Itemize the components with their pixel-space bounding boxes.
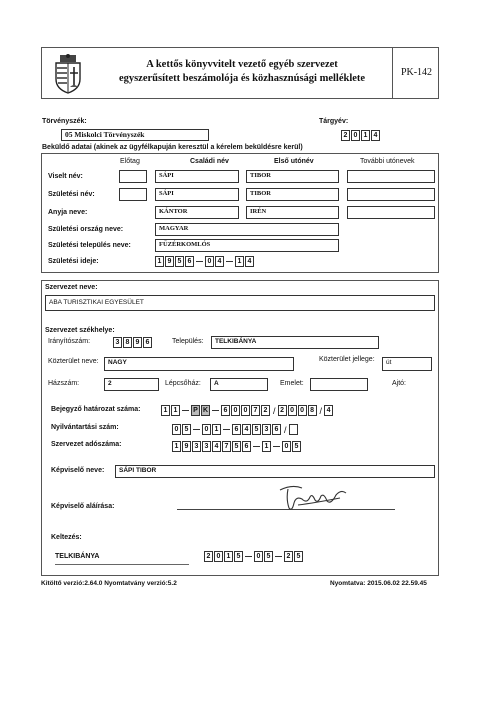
digit-cell[interactable]: 5: [175, 256, 184, 267]
dash-separator: [273, 446, 280, 447]
digit-cell[interactable]: 1: [262, 441, 271, 452]
birth-prefix-field[interactable]: [119, 188, 147, 201]
digit-cell[interactable]: 6: [143, 337, 152, 348]
digit-cell[interactable]: 4: [245, 256, 254, 267]
digit-cell[interactable]: 1: [224, 551, 233, 562]
stair-field[interactable]: A: [210, 378, 268, 391]
col-first: Első utónév: [274, 158, 314, 165]
birth-family-field[interactable]: SÁPI: [155, 188, 239, 201]
house-label: Házszám:: [48, 380, 80, 387]
country-label: Születési ország neve:: [48, 226, 124, 233]
form-code: PK-142: [400, 67, 433, 78]
name-family-field[interactable]: SÁPI: [155, 170, 239, 183]
digit-cell[interactable]: 2: [341, 130, 350, 141]
dash-separator: [212, 410, 219, 411]
col-prefix: Előtag: [120, 158, 140, 165]
slash-separator: /: [284, 424, 287, 435]
digit-cell[interactable]: K: [202, 407, 209, 414]
header-divider: [392, 48, 393, 98]
digit-cell[interactable]: 4: [215, 256, 224, 267]
digit-cell[interactable]: 0: [231, 405, 240, 416]
street-type-field[interactable]: út: [382, 357, 432, 371]
form-title-line1: A kettős könyvvitelt vezető egyéb szervezet: [146, 59, 338, 70]
form-title-line2: egyszerűsített beszámolója és közhasznúsági melléklete: [118, 73, 366, 84]
digit-cell[interactable]: 3: [113, 337, 122, 348]
digit-cell[interactable]: 2: [204, 551, 213, 562]
digit-cell[interactable]: 9: [133, 337, 142, 348]
dash-separator: [193, 429, 200, 430]
col-family: Családi név: [190, 158, 229, 165]
dash-separator: [223, 429, 230, 430]
footer-version: Kitöltő verzió:2.64.0 Nyomtatvány verzió:5.2: [41, 580, 177, 587]
name-label: Viselt név:: [48, 173, 83, 180]
dash-separator: [275, 556, 282, 557]
city-label: Születési település neve:: [48, 242, 131, 249]
court-field[interactable]: 05 Miskolci Törvényszék: [61, 129, 209, 141]
court-label: Törvényszék:: [42, 118, 87, 125]
zip-digits[interactable]: [113, 337, 153, 348]
ledger-label: Nyilvántartási szám:: [51, 424, 119, 431]
city-field[interactable]: FÜZÉRKOMLÓS: [155, 239, 339, 252]
digit-cell[interactable]: 7: [251, 405, 260, 416]
sign-date-digits[interactable]: [204, 551, 304, 562]
dash-separator: [196, 261, 203, 262]
slash-separator: /: [319, 405, 323, 416]
street-label: Közterület neve:: [48, 358, 99, 365]
digit-cell[interactable]: 5: [232, 441, 241, 452]
date-section-label: Keltezés:: [51, 534, 82, 541]
digit-cell[interactable]: 0: [241, 405, 250, 416]
digit-cell[interactable]: 5: [292, 441, 301, 452]
digit-cell[interactable]: 5: [234, 551, 243, 562]
mother-other-field[interactable]: [347, 206, 435, 219]
digit-cell[interactable]: 1: [172, 441, 181, 452]
col-other: További utónevek: [360, 158, 415, 165]
digit-cell[interactable]: 6: [272, 424, 281, 435]
mother-family-field[interactable]: KÁNTOR: [155, 206, 239, 219]
org-name-label: Szervezet neve:: [45, 284, 98, 291]
street-field[interactable]: NAGY: [104, 357, 294, 371]
digit-cell[interactable]: P: [191, 405, 200, 416]
digit-cell[interactable]: 6: [185, 256, 194, 267]
digit-cell[interactable]: 7: [222, 441, 231, 452]
digit-cell[interactable]: 6: [232, 424, 241, 435]
signature-image: [274, 481, 356, 515]
org-section: [41, 280, 439, 576]
digit-cell[interactable]: 8: [308, 405, 317, 416]
country-field[interactable]: MAGYAR: [155, 223, 339, 236]
digit-cell[interactable]: 6: [242, 441, 251, 452]
digit-cell[interactable]: 1: [212, 424, 221, 435]
digit-cell[interactable]: 4: [212, 441, 221, 452]
reg-label: Bejegyző határozat száma:: [51, 406, 141, 413]
dash-separator: [245, 556, 252, 557]
digit-cell[interactable]: 0: [202, 424, 211, 435]
digit-cell[interactable]: 1: [161, 405, 170, 416]
digit-cell[interactable]: 5: [264, 551, 273, 562]
tax-digits[interactable]: [172, 441, 302, 452]
rep-field[interactable]: SÁPI TIBOR: [115, 465, 435, 478]
town-label: Település:: [172, 338, 204, 345]
digit-cell[interactable]: 5: [182, 424, 191, 435]
name-other-field[interactable]: [347, 170, 435, 183]
org-name-field[interactable]: ABA TURISZTIKAI EGYESÜLET: [45, 295, 435, 311]
digit-cell[interactable]: 2: [261, 405, 270, 416]
year-digits[interactable]: [341, 130, 381, 141]
place-underline: [55, 564, 189, 565]
tax-label: Szervezet adószáma:: [51, 441, 122, 448]
sender-title: Beküldő adatai (akinek az ügyfélkapuján keresztül a kérelem beküldésre kerül): [42, 144, 303, 151]
digit-cell[interactable]: 4: [324, 405, 333, 416]
digit-cell[interactable]: 0: [298, 405, 307, 416]
stair-label: Lépcsőház:: [165, 380, 201, 387]
digit-cell[interactable]: 9: [182, 441, 191, 452]
birth-other-field[interactable]: [347, 188, 435, 201]
name-first-field[interactable]: TIBOR: [246, 170, 339, 183]
ledger-digits[interactable]: [172, 424, 299, 435]
digit-cell[interactable]: 6: [221, 405, 230, 416]
year-label: Tárgyév:: [319, 118, 349, 125]
door-label: Ajtó:: [392, 380, 407, 387]
mother-label: Anyja neve:: [48, 209, 88, 216]
rep-label: Képviselő neve:: [51, 467, 105, 474]
birth-first-field[interactable]: TIBOR: [246, 188, 339, 201]
mother-first-field[interactable]: IRÉN: [246, 206, 339, 219]
header-box: [41, 47, 439, 99]
town-field[interactable]: TELKIBÁNYA: [211, 336, 379, 349]
reg-digits[interactable]: [161, 405, 334, 416]
digit-cell[interactable]: 5: [294, 551, 303, 562]
dash-separator: [253, 446, 260, 447]
digit-cell[interactable]: 0: [214, 551, 223, 562]
zip-label: Irányítószám:: [48, 338, 91, 345]
sign-label: Képviselő aláírása:: [51, 503, 115, 510]
coat-of-arms-icon: [50, 53, 86, 95]
digit-cell[interactable]: 9: [165, 256, 174, 267]
footer-printed: Nyomtatva: 2015.06.02 22.59.45: [330, 580, 427, 587]
digit-cell[interactable]: 4: [242, 424, 251, 435]
birthdate-digits[interactable]: [155, 256, 255, 267]
place-value: TELKIBÁNYA: [55, 553, 100, 560]
digit-cell[interactable]: 5: [252, 424, 261, 435]
digit-cell[interactable]: 0: [351, 130, 360, 141]
digit-cell[interactable]: 3: [202, 441, 211, 452]
digit-cell[interactable]: 0: [172, 424, 181, 435]
dash-separator: [182, 410, 189, 411]
floor-field[interactable]: [310, 378, 368, 391]
slash-separator: /: [273, 405, 276, 416]
dash-separator: [226, 261, 233, 262]
digit-cell[interactable]: 1: [235, 256, 244, 267]
digit-cell[interactable]: 8: [123, 337, 132, 348]
digit-cell[interactable]: 1: [361, 130, 370, 141]
digit-cell[interactable]: 1: [171, 405, 180, 416]
digit-cell[interactable]: 2: [284, 551, 293, 562]
birthname-label: Születési név:: [48, 191, 95, 198]
sender-section: [41, 153, 439, 273]
digit-cell[interactable]: 2: [278, 405, 287, 416]
digit-cell[interactable]: 3: [262, 424, 271, 435]
digit-cell[interactable]: 3: [192, 441, 201, 452]
digit-cell[interactable]: 0: [282, 441, 291, 452]
floor-label: Emelet:: [280, 380, 304, 387]
street-type-label: Közterület jellege:: [319, 356, 375, 363]
digit-cell[interactable]: 4: [371, 130, 380, 141]
seat-label: Szervezet székhelye:: [45, 327, 115, 334]
house-field[interactable]: 2: [104, 378, 159, 391]
name-prefix-field[interactable]: [119, 170, 147, 183]
digit-cell[interactable]: 0: [205, 256, 214, 267]
birthdate-label: Születési ideje:: [48, 258, 99, 265]
digit-cell[interactable]: 1: [155, 256, 164, 267]
digit-cell[interactable]: 0: [254, 551, 263, 562]
digit-cell[interactable]: [289, 424, 298, 435]
digit-cell[interactable]: 0: [288, 405, 297, 416]
